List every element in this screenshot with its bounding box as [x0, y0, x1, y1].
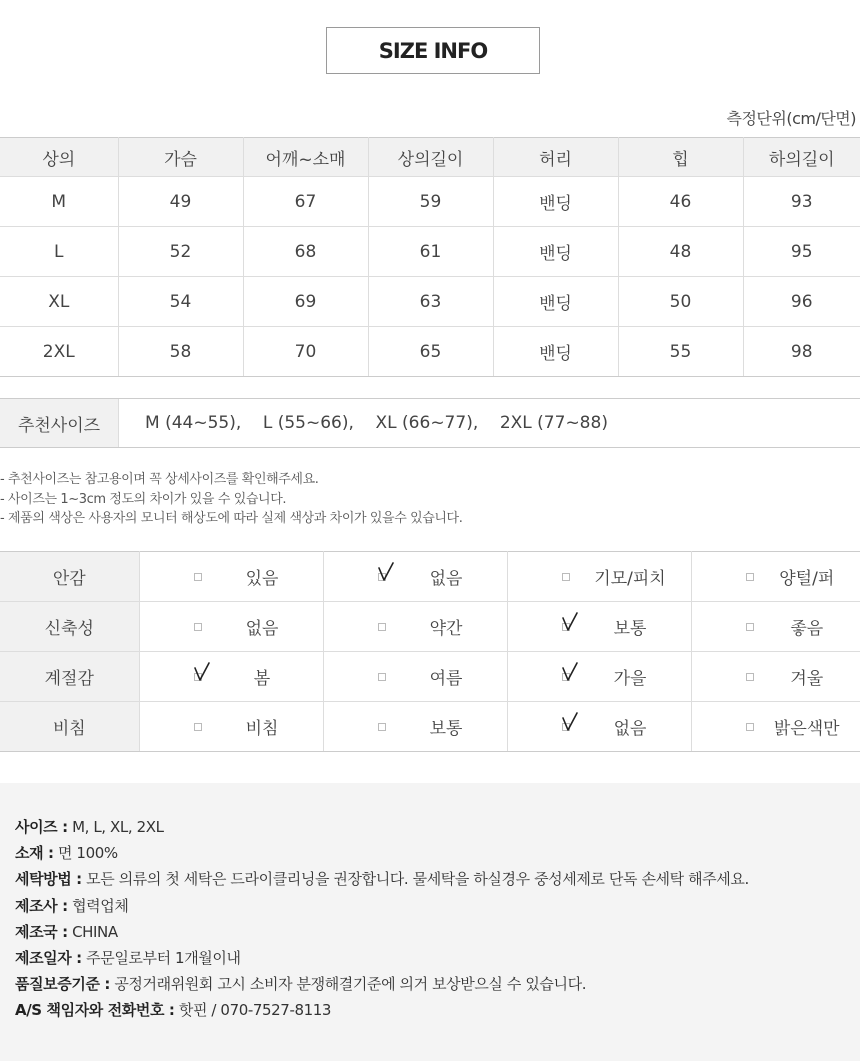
product-info-line — [15, 919, 749, 945]
checkbox-icon[interactable] — [378, 723, 386, 731]
info-value: 공정거래위원회 고시 소비자 분쟁해결기준에 의거 보상받으실 수 있습니다. — [109, 975, 587, 994]
option-label: 없음 — [429, 569, 463, 589]
feature-option-cell — [691, 552, 860, 602]
note-line: - 사이즈는 1~3cm 정도의 차이가 있을 수 있습니다. — [0, 491, 287, 507]
table-cell: 밴딩 — [493, 277, 618, 327]
size-label: L — [0, 227, 118, 277]
product-info-line — [15, 814, 749, 840]
option-label: 보통 — [613, 619, 647, 639]
product-info-line — [15, 945, 749, 971]
info-value: M, L, XL, 2XL — [67, 818, 164, 836]
table-cell: 96 — [743, 277, 860, 327]
table-cell: 65 — [368, 327, 493, 377]
table-cell: 밴딩 — [493, 327, 618, 377]
table-cell: 67 — [243, 177, 368, 227]
table-cell: 98 — [743, 327, 860, 377]
option-label: 있음 — [245, 569, 279, 589]
feature-row — [0, 702, 860, 752]
table-cell: 59 — [368, 177, 493, 227]
option-label: 밝은색만 — [773, 719, 840, 739]
option-label: 약간 — [429, 619, 463, 639]
size-notes — [0, 470, 462, 529]
feature-row — [0, 652, 860, 702]
product-info-line — [15, 840, 749, 866]
table-row — [0, 327, 860, 377]
table-cell: 58 — [118, 327, 243, 377]
feature-option-cell — [691, 652, 860, 702]
checkbox-icon[interactable] — [378, 623, 386, 631]
header-cell: 힙 — [618, 138, 743, 177]
feature-label: 계절감 — [0, 652, 139, 702]
feature-row — [0, 602, 860, 652]
table-cell: 밴딩 — [493, 227, 618, 277]
checkbox-icon[interactable] — [746, 723, 754, 731]
checkbox-icon[interactable] — [194, 573, 202, 581]
recommended-size-value: M (44~55), L (55~66), XL (66~77), 2XL (77~88) — [145, 413, 608, 433]
table-cell: 52 — [118, 227, 243, 277]
header-cell: 상의 — [0, 138, 118, 177]
feature-row — [0, 552, 860, 602]
checkbox-icon[interactable] — [194, 623, 202, 631]
option-label: 기모/피치 — [594, 569, 666, 589]
product-info-line — [15, 866, 749, 892]
note-line: - 추천사이즈는 참고용이며 꼭 상세사이즈를 확인해주세요. — [0, 472, 319, 487]
feature-option-cell — [323, 552, 507, 602]
table-cell: 63 — [368, 277, 493, 327]
header-cell: 상의길이 — [368, 138, 493, 177]
info-value: CHINA — [67, 922, 118, 941]
size-info-title: SIZE INFO — [326, 27, 540, 74]
product-info-section — [0, 783, 860, 1061]
feature-table — [0, 551, 860, 752]
info-value: 핫핀 / 070-7527-8113 — [174, 1001, 332, 1020]
feature-option-cell — [139, 652, 323, 702]
table-cell: 밴딩 — [493, 177, 618, 227]
option-label: 봄 — [253, 669, 271, 689]
header-cell: 가슴 — [118, 138, 243, 177]
feature-option-cell — [139, 552, 323, 602]
size-label: 2XL — [0, 327, 118, 377]
feature-option-cell — [691, 602, 860, 652]
product-info-line — [15, 997, 749, 1023]
option-label: 가을 — [613, 669, 647, 689]
recommended-size-row — [0, 398, 860, 448]
size-label: XL — [0, 277, 118, 327]
product-info-list — [15, 814, 749, 1024]
feature-option-cell — [139, 602, 323, 652]
feature-option-cell — [139, 702, 323, 752]
option-label: 비침 — [245, 719, 279, 739]
info-value: 협력업체 — [67, 896, 129, 915]
header-cell: 허리 — [493, 138, 618, 177]
table-cell: 48 — [618, 227, 743, 277]
table-cell: 68 — [243, 227, 368, 277]
info-label: 사이즈 : — [15, 818, 68, 836]
checkbox-icon[interactable] — [194, 723, 202, 731]
size-table-header — [0, 138, 860, 177]
feature-option-cell — [507, 552, 691, 602]
table-cell: 95 — [743, 227, 860, 277]
note-line: - 제품의 색상은 사용자의 모니터 해상도에 따라 실제 색상과 차이가 있을수 있습니다. — [0, 511, 463, 526]
header-cell: 하의길이 — [743, 138, 860, 177]
table-cell: 93 — [743, 177, 860, 227]
table-row — [0, 277, 860, 327]
feature-option-cell — [507, 652, 691, 702]
checkbox-icon[interactable] — [746, 573, 754, 581]
option-label: 양털/퍼 — [779, 569, 835, 589]
recommended-size-label: 추천사이즈 — [0, 399, 119, 447]
table-row — [0, 177, 860, 227]
checkbox-icon[interactable] — [746, 673, 754, 681]
table-cell: 70 — [243, 327, 368, 377]
table-cell: 55 — [618, 327, 743, 377]
option-label: 좋음 — [790, 619, 824, 639]
table-cell: 69 — [243, 277, 368, 327]
table-cell: 49 — [118, 177, 243, 227]
info-label: 품질보증기준 : — [15, 975, 110, 994]
table-cell: 46 — [618, 177, 743, 227]
info-value: 주문일로부터 1개월이내 — [81, 948, 241, 967]
option-label: 없음 — [613, 719, 647, 739]
table-cell: 50 — [618, 277, 743, 327]
info-label: 소재 : — [15, 844, 54, 863]
feature-label: 안감 — [0, 552, 139, 602]
header-cell: 어깨~소매 — [243, 138, 368, 177]
feature-option-cell — [323, 652, 507, 702]
checkbox-icon[interactable] — [378, 673, 386, 681]
info-label: 제조국 : — [15, 922, 68, 941]
table-cell: 54 — [118, 277, 243, 327]
feature-label: 비침 — [0, 702, 139, 752]
option-label: 여름 — [429, 669, 463, 689]
size-table — [0, 137, 860, 377]
product-info-line — [15, 971, 749, 997]
feature-option-cell — [507, 702, 691, 752]
info-label: 제조사 : — [15, 896, 68, 915]
info-label: A/S 책임자와 전화번호 : — [15, 1001, 175, 1020]
info-label: 제조일자 : — [15, 948, 82, 967]
table-cell: 61 — [368, 227, 493, 277]
info-value: 면 100% — [53, 844, 118, 863]
checkbox-icon[interactable] — [562, 573, 570, 581]
size-label: M — [0, 177, 118, 227]
feature-label: 신축성 — [0, 602, 139, 652]
info-label: 세탁방법 : — [15, 870, 82, 889]
unit-note: 측정단위(cm/단면) — [726, 109, 856, 128]
feature-option-cell — [691, 702, 860, 752]
option-label: 보통 — [429, 719, 463, 739]
table-row — [0, 227, 860, 277]
info-value: 모든 의류의 첫 세탁은 드라이클리닝을 권장합니다. 물세탁을 하실경우 중성세제로 단독 손세탁 해주세요. — [81, 870, 749, 889]
feature-option-cell — [323, 602, 507, 652]
feature-option-cell — [507, 602, 691, 652]
product-info-line — [15, 893, 749, 919]
checkbox-icon[interactable] — [746, 623, 754, 631]
option-label: 없음 — [245, 619, 279, 639]
option-label: 겨울 — [790, 669, 824, 689]
feature-option-cell — [323, 702, 507, 752]
